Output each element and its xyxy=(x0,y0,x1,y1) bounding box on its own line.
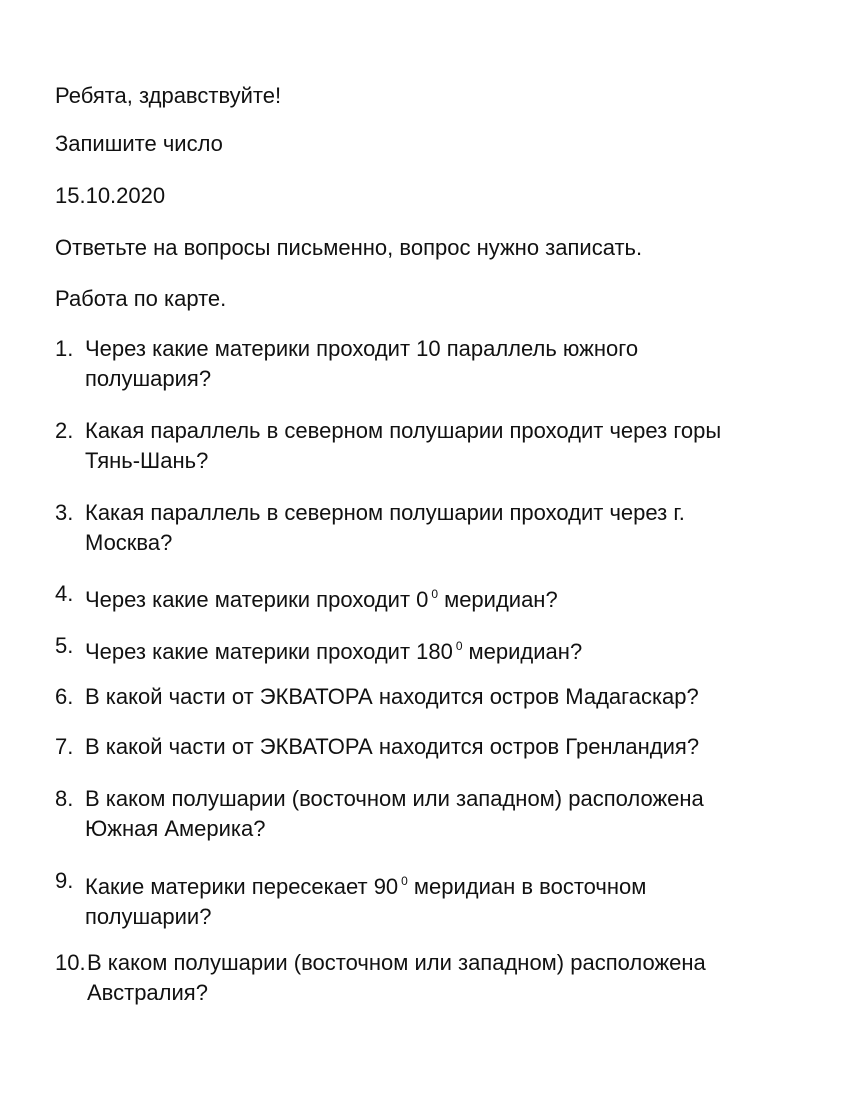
question-text: Какая параллель в северном полушарии проходит через горы Тянь-Шань? xyxy=(85,418,722,473)
question-number: 4. xyxy=(55,581,74,606)
question-item-8 xyxy=(55,784,815,844)
question-text: В каком полушарии (восточном или западном) расположена Австралия? xyxy=(87,950,706,1005)
question-text-before: Через какие материки проходит 0 xyxy=(85,587,429,612)
question-item-6 xyxy=(55,682,815,712)
question-number: 2. xyxy=(55,418,74,443)
question-item-4 xyxy=(55,579,815,615)
work-title-text: Работа по карте. xyxy=(55,286,227,311)
question-number: 6. xyxy=(55,684,74,709)
question-text-after: меридиан? xyxy=(444,587,558,612)
question-item-5 xyxy=(55,631,815,667)
question-text-after: меридиан в восточном полушарии? xyxy=(85,874,647,929)
question-item-2 xyxy=(55,416,815,476)
date-text: 15.10.2020 xyxy=(55,183,166,208)
question-text-before: Через какие материки проходит 180 xyxy=(85,639,453,664)
question-item-9 xyxy=(55,866,815,932)
question-number: 1. xyxy=(55,336,74,361)
question-text: В какой части от ЭКВАТОРА находится остров Мадагаскар? xyxy=(85,684,699,709)
question-number: 3. xyxy=(55,500,74,525)
question-number: 10. xyxy=(55,950,86,975)
greeting-text: Ребята, здравствуйте! xyxy=(55,83,282,108)
question-number: 5. xyxy=(55,633,74,658)
question-text: Через какие материки проходит 10 параллель южного полушария? xyxy=(85,336,639,391)
question-text: В какой части от ЭКВАТОРА находится остров Гренландия? xyxy=(85,734,700,759)
degree-sign: 0 xyxy=(401,874,408,888)
question-text: В каком полушарии (восточном или западном) расположена Южная Америка? xyxy=(85,786,704,841)
question-text xyxy=(85,631,805,667)
question-text xyxy=(85,579,805,615)
question-item-1 xyxy=(55,334,815,394)
question-number: 9. xyxy=(55,868,74,893)
degree-sign: 0 xyxy=(431,587,439,601)
question-text: Какая параллель в северном полушарии проходит через г. Москва? xyxy=(85,500,685,555)
degree-sign: 0 xyxy=(455,639,463,653)
question-item-3 xyxy=(55,498,815,558)
question-text-after: меридиан? xyxy=(468,639,583,664)
question-text xyxy=(85,866,705,932)
question-text-before: Какие материки пересекает 90 xyxy=(85,874,399,899)
question-number: 8. xyxy=(55,786,74,811)
question-item-10 xyxy=(55,948,815,1008)
instruction-date-text: Запишите число xyxy=(55,131,223,156)
instruction-answer-text: Ответьте на вопросы письменно, вопрос нужно записать. xyxy=(55,235,643,260)
question-item-7 xyxy=(55,732,815,762)
question-number: 7. xyxy=(55,734,74,759)
